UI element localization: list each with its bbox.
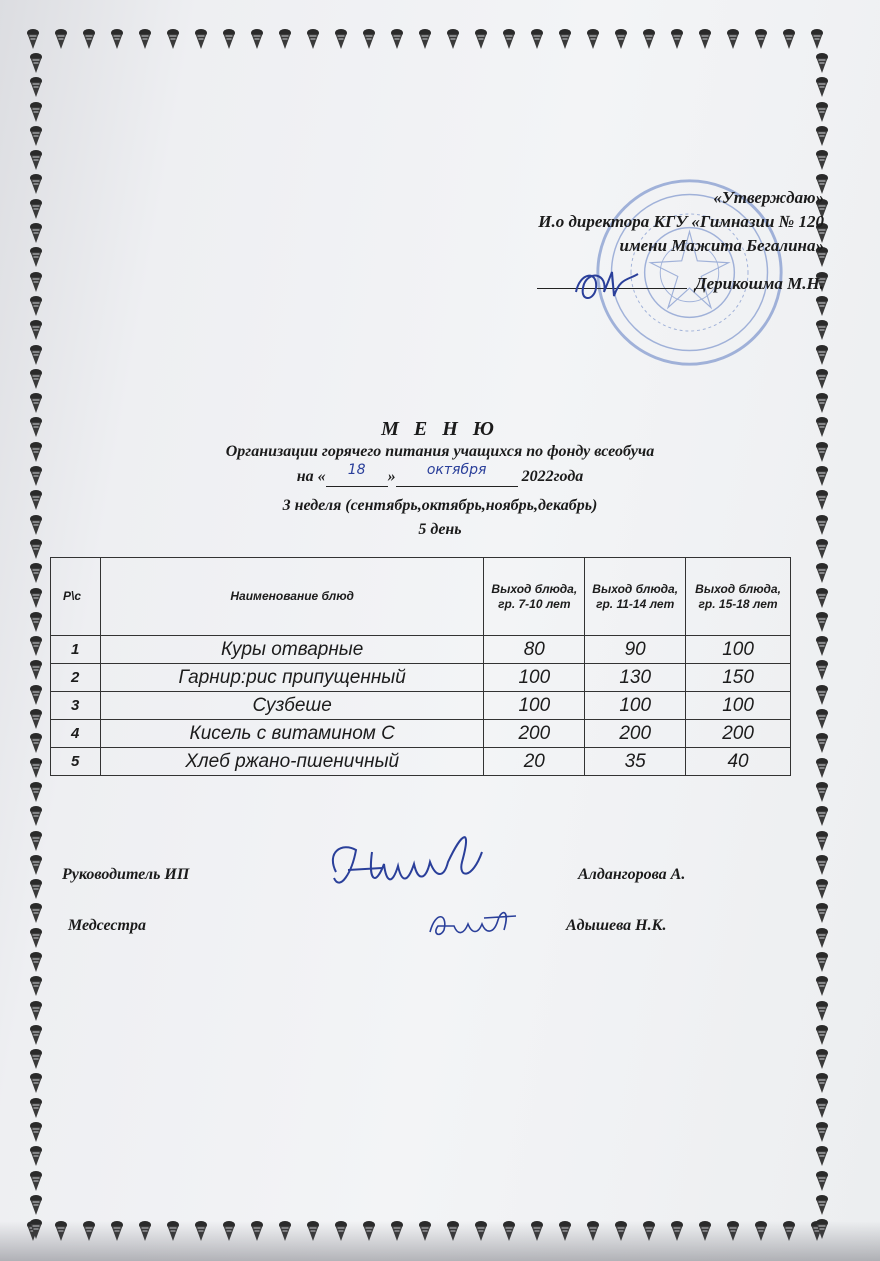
border-cone-icon [815,1072,829,1094]
border-cone-icon [815,76,829,98]
border-cone-icon [29,173,43,195]
border-cone-icon [29,344,43,366]
row-number: 5 [51,748,101,776]
border-cone-icon [815,149,829,171]
border-cone-icon [29,125,43,147]
menu-date [0,462,880,487]
border-cone-icon [754,28,768,50]
border-cone-icon [815,927,829,949]
border-cone-icon [334,28,348,50]
border-cone-icon [474,28,488,50]
border-cone-icon [29,659,43,681]
menu-day: 5 день [418,521,462,538]
border-cone-icon [138,28,152,50]
approve-word: «Утверждаю» [713,188,824,207]
head-name: Алдангорова А. [578,866,686,883]
border-cone-icon [815,611,829,633]
border-cone-icon [614,28,628,50]
border-cone-icon [54,28,68,50]
table-row [51,692,791,720]
border-cone-icon [815,1194,829,1216]
row-number: 4 [51,720,101,748]
border-cone-icon [29,538,43,560]
portion-15-18: 40 [686,748,791,776]
border-cone-icon [558,28,572,50]
border-cone-icon [29,392,43,414]
border-cone-icon [29,198,43,220]
border-cone-icon [29,52,43,74]
border-cone-icon [29,368,43,390]
border-cone-icon [446,28,460,50]
portion-15-18: 200 [686,720,791,748]
border-cone-icon [222,28,236,50]
dish-name: Гарнир:рис припущенный [100,664,483,692]
table-row [51,720,791,748]
portion-15-18: 150 [686,664,791,692]
border-cone-icon [390,28,404,50]
border-cone-icon [29,830,43,852]
portion-7-10: 100 [484,664,585,692]
border-cone-icon [278,28,292,50]
border-cone-icon [815,757,829,779]
approver-name: Дерикошма М.Н. [695,274,824,293]
portion-7-10: 20 [484,748,585,776]
border-cone-icon [815,708,829,730]
nurse-signature-icon [424,904,524,944]
bottom-shadow [0,1221,880,1261]
dish-name: Кисель с витамином С [100,720,483,748]
dish-name: Куры отварные [100,636,483,664]
border-cone-icon [815,392,829,414]
table-header-row [51,558,791,636]
table-row [51,636,791,664]
border-cone-icon [815,562,829,584]
director-signature-icon [568,262,648,312]
table-row [51,664,791,692]
date-day-field [326,462,388,487]
border-cone-icon [29,975,43,997]
border-cone-icon [29,1194,43,1216]
border-cone-icon [815,101,829,123]
portion-7-10: 80 [484,636,585,664]
date-month-field [396,462,518,487]
border-cone-icon [815,344,829,366]
border-cone-icon [29,271,43,293]
border-cone-icon [306,28,320,50]
approver-organization: имени Мажита Бегалина» [619,236,824,255]
border-cone-icon [815,781,829,803]
border-cone-icon [29,1072,43,1094]
border-cone-icon [815,319,829,341]
dish-name: Сузбеше [100,692,483,720]
date-mid: » [387,468,396,485]
border-cone-icon [29,222,43,244]
date-month: октября [426,462,487,478]
border-cone-icon [530,28,544,50]
portion-15-18: 100 [686,636,791,664]
border-cone-icon [29,951,43,973]
border-cone-icon [29,611,43,633]
border-cone-icon [815,1170,829,1192]
border-cone-icon [26,28,40,50]
border-cone-icon [502,28,516,50]
border-cone-icon [29,1000,43,1022]
border-cone-icon [815,538,829,560]
border-cone-icon [815,125,829,147]
border-cone-icon [29,149,43,171]
border-cone-icon [815,587,829,609]
portion-11-14: 200 [585,720,686,748]
head-signature-icon [322,822,502,906]
border-cone-icon [110,28,124,50]
border-cone-icon [166,28,180,50]
border-top [26,28,838,50]
portion-11-14: 35 [585,748,686,776]
border-cone-icon [815,659,829,681]
approver-position: И.о директора КГУ «Гимназии № 120 [538,212,824,231]
border-cone-icon [815,1024,829,1046]
border-cone-icon [815,684,829,706]
menu-week: 3 неделя (сентябрь,октябрь,ноябрь,декабрь) [282,497,598,514]
border-cone-icon [815,52,829,74]
date-day: 18 [347,462,366,478]
border-cone-icon [670,28,684,50]
border-cone-icon [815,1000,829,1022]
portion-11-14: 90 [585,636,686,664]
border-cone-icon [815,1048,829,1070]
border-cone-icon [810,28,824,50]
border-cone-icon [29,927,43,949]
dish-name: Хлеб ржано-пшеничный [100,748,483,776]
border-cone-icon [815,732,829,754]
border-cone-icon [29,587,43,609]
row-number: 2 [51,664,101,692]
table-row [51,748,791,776]
border-cone-icon [29,708,43,730]
header-portion-11-14: Выход блюда, гр. 11-14 лет [585,558,686,636]
border-cone-icon [29,635,43,657]
page-title: М Е Н Ю [381,418,499,440]
border-cone-icon [815,1121,829,1143]
border-cone-icon [250,28,264,50]
border-cone-icon [815,975,829,997]
border-left [29,52,43,1243]
border-cone-icon [29,1145,43,1167]
border-cone-icon [29,757,43,779]
header-number: Р\с [51,558,101,636]
border-cone-icon [815,368,829,390]
border-cone-icon [29,76,43,98]
border-cone-icon [418,28,432,50]
border-cone-icon [29,1024,43,1046]
border-cone-icon [815,635,829,657]
border-cone-icon [29,781,43,803]
head-role: Руководитель ИП [62,866,190,883]
border-cone-icon [29,101,43,123]
border-cone-icon [815,854,829,876]
border-cone-icon [586,28,600,50]
border-cone-icon [29,1121,43,1143]
border-cone-icon [815,830,829,852]
border-cone-icon [29,295,43,317]
border-cone-icon [29,1170,43,1192]
date-year: 2022года [521,468,584,485]
border-cone-icon [29,684,43,706]
border-cone-icon [815,878,829,900]
border-cone-icon [29,319,43,341]
border-cone-icon [815,951,829,973]
portion-11-14: 130 [585,664,686,692]
header-portion-15-18: Выход блюда, гр. 15-18 лет [686,558,791,636]
row-number: 1 [51,636,101,664]
border-cone-icon [815,805,829,827]
border-cone-icon [194,28,208,50]
border-cone-icon [815,1097,829,1119]
border-cone-icon [815,902,829,924]
nurse-role: Медсестра [68,917,146,934]
portion-7-10: 100 [484,692,585,720]
border-cone-icon [698,28,712,50]
border-cone-icon [29,805,43,827]
border-cone-icon [29,878,43,900]
border-cone-icon [82,28,96,50]
border-cone-icon [29,1097,43,1119]
nurse-name: Адышева Н.К. [566,917,667,934]
header-portion-7-10: Выход блюда, гр. 7-10 лет [484,558,585,636]
border-cone-icon [782,28,796,50]
page-subtitle: Организации горячего питания учащихся по фонду всеобуча [225,443,655,460]
border-cone-icon [642,28,656,50]
date-prefix: на « [296,468,326,485]
border-cone-icon [29,902,43,924]
border-cone-icon [815,1145,829,1167]
header-dish-name: Наименование блюд [100,558,483,636]
border-cone-icon [29,854,43,876]
portion-15-18: 100 [686,692,791,720]
border-cone-icon [29,562,43,584]
border-cone-icon [815,295,829,317]
row-number: 3 [51,692,101,720]
border-cone-icon [29,732,43,754]
border-cone-icon [726,28,740,50]
menu-table [50,557,791,776]
border-cone-icon [29,246,43,268]
portion-11-14: 100 [585,692,686,720]
border-cone-icon [362,28,376,50]
portion-7-10: 200 [484,720,585,748]
border-cone-icon [29,1048,43,1070]
